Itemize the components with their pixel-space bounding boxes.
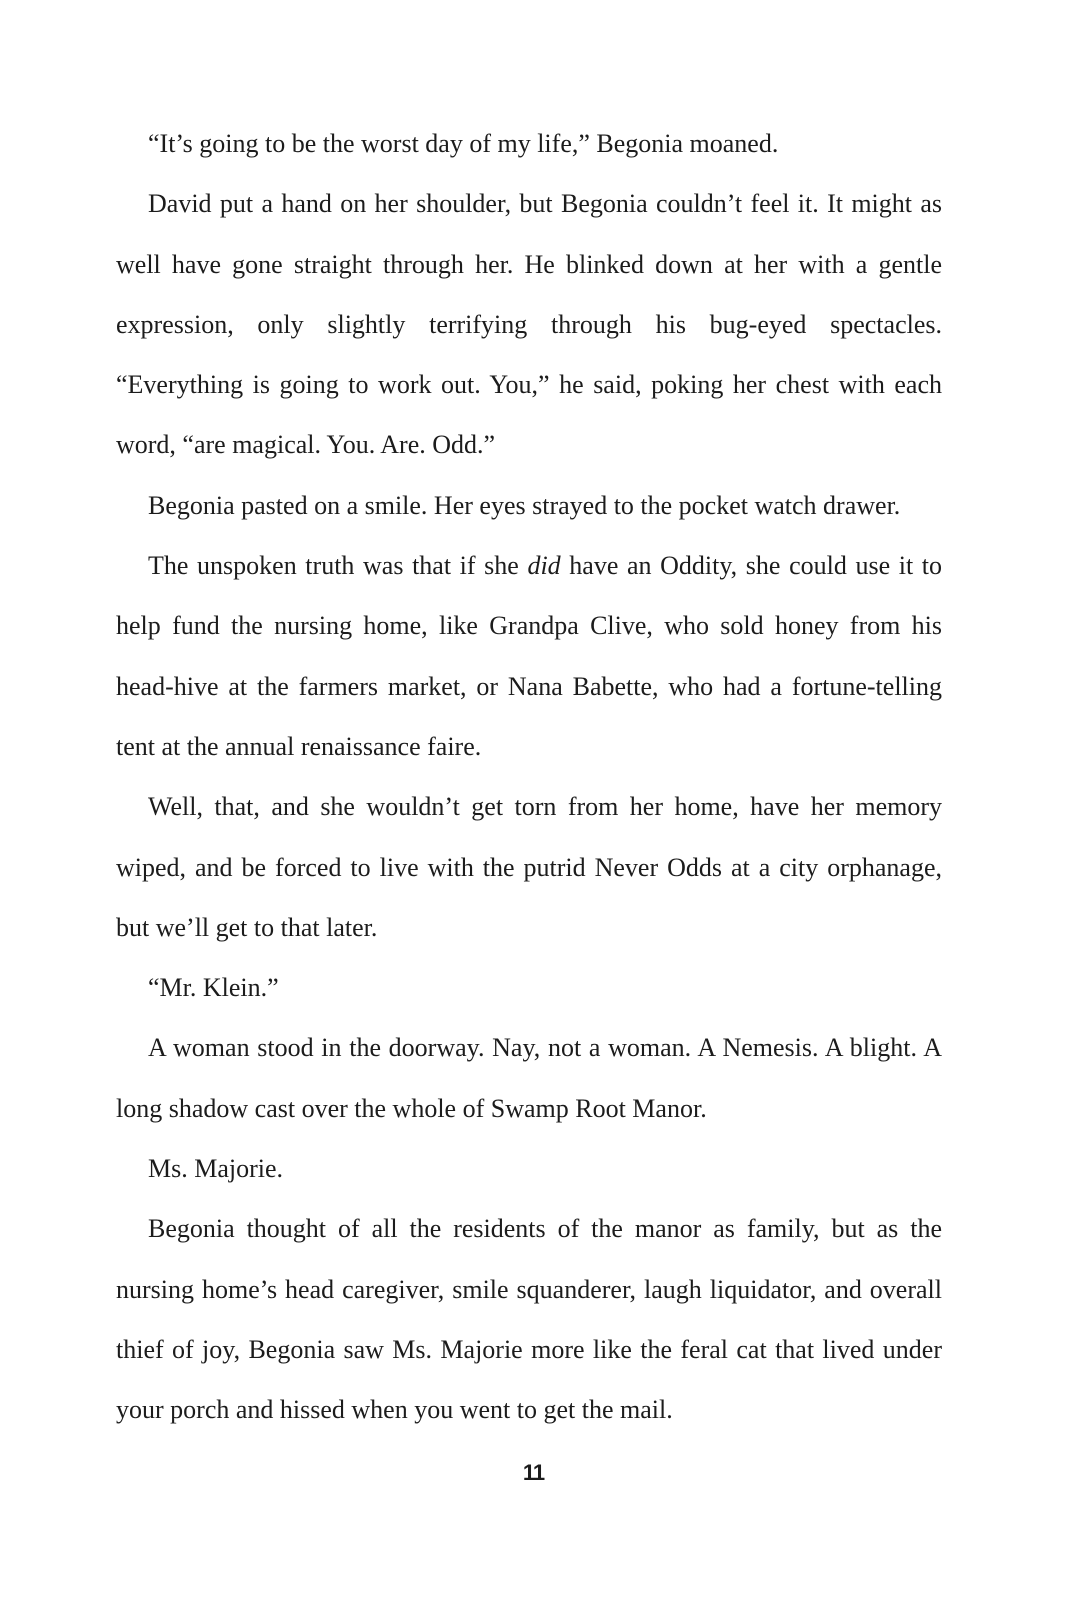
paragraph-9: Begonia thought of all the residents of the manor as family, but as the nursing home’s head caregiver, smile squanderer, laugh liquidator, and overall thief of joy, Begonia saw Ms. Majorie more like the feral cat that lived under your porch and hissed when you went to get the mail. <box>116 1214 942 1425</box>
paragraph-4-emphasis: did <box>527 551 561 581</box>
paragraph-8: Ms. Majorie. <box>148 1154 284 1184</box>
body-text <box>116 114 942 1441</box>
paragraph-2: David put a hand on her shoulder, but Begonia couldn’t feel it. It might as well have gone straight through her. He blinked down at her with a gentle expression, only slightly terrifying through his bug-eyed spectacles. “Everything is going to work out. You,” he said, poking her chest with each word, “are magical. You. Are. Odd.” <box>116 189 942 460</box>
paragraph-4-start: The unspoken truth was that if she <box>148 551 528 581</box>
paragraph-4 <box>116 536 942 777</box>
paragraph-5: Well, that, and she wouldn’t get torn from her home, have her memory wiped, and be forced to live with the putrid Never Odds at a city orphanage, but we’ll get to that later. <box>116 792 942 942</box>
paragraph-6: “Mr. Klein.” <box>148 973 279 1003</box>
paragraph-4-end: have an Oddity, she could use it to help fund the nursing home, like Grandpa Clive, who sold honey from his head-hive at the farmers market, or Nana Babette, who had a fortune-telling tent at the annual renaissance faire. <box>116 551 943 761</box>
paragraph-7: A woman stood in the doorway. Nay, not a woman. A Nemesis. A blight. A long shadow cast over the whole of Swamp Root Manor. <box>116 1033 942 1123</box>
page-number: 11 <box>522 1460 545 1485</box>
paragraph-1: “It’s going to be the worst day of my life,” Begonia moaned. <box>148 129 779 158</box>
paragraph-3: Begonia pasted on a smile. Her eyes strayed to the pocket watch drawer. <box>148 490 901 520</box>
